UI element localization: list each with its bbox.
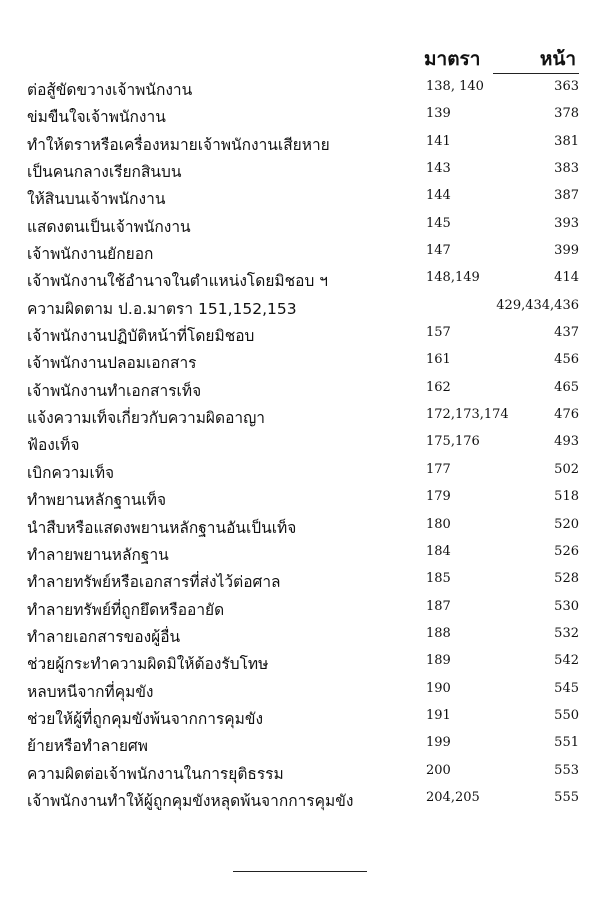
- row-section: 147: [426, 243, 451, 259]
- row-topic: ฟ้องเท็จ: [27, 436, 80, 455]
- row-page: 555: [554, 789, 579, 805]
- row-section: 157: [426, 325, 451, 341]
- row-topic: เจ้าพนักงานใช้อำนาจในตำแหน่งโดยมิชอบ ฯ: [27, 272, 328, 291]
- row-section: 162: [426, 379, 451, 395]
- index-row: [0, 266, 600, 293]
- row-topic: ทำลายพยานหลักฐาน: [27, 545, 169, 564]
- row-page: 545: [554, 680, 579, 696]
- row-section: 189: [426, 653, 451, 669]
- row-section: 184: [426, 543, 451, 559]
- index-row: [0, 130, 600, 157]
- row-page: 381: [554, 133, 579, 149]
- row-page: 542: [554, 653, 579, 669]
- row-section: 185: [426, 571, 451, 587]
- index-row: [0, 430, 600, 457]
- row-section: 177: [426, 461, 451, 477]
- index-list: [0, 75, 600, 813]
- row-topic: เป็นคนกลางเรียกสินบน: [27, 163, 182, 182]
- row-topic: เจ้าพนักงานทำให้ผู้ถูกคุมขังหลุดพ้นจากการคุมขัง: [27, 791, 354, 810]
- table-header: [0, 42, 600, 76]
- row-section: 138, 140: [426, 79, 484, 94]
- row-topic: ทำให้ตราหรือเครื่องหมายเจ้าพนักงานเสียหาย: [27, 135, 330, 154]
- row-page: 378: [554, 106, 579, 122]
- row-topic: ทำลายทรัพย์หรือเอกสารที่ส่งไว้ต่อศาล: [27, 573, 281, 592]
- row-topic: ต่อสู้ขัดขวางเจ้าพนักงาน: [27, 81, 193, 99]
- row-page: 526: [554, 543, 579, 559]
- row-topic: นำสืบหรือแสดงพยานหลักฐานอันเป็นเท็จ: [27, 518, 297, 537]
- row-page: 387: [554, 188, 579, 204]
- row-topic: ความผิดตาม ป.อ.มาตรา 151,152,153: [27, 299, 297, 318]
- row-page: 363: [554, 79, 579, 94]
- row-topic: แจ้งความเท็จเกี่ยวกับความผิดอาญา: [27, 409, 265, 428]
- row-page: 429,434,436: [496, 297, 579, 313]
- row-section: 204,205: [426, 789, 480, 805]
- index-row: [0, 704, 600, 731]
- row-topic: ช่วยให้ผู้ที่ถูกคุมขังพ้นจากการคุมขัง: [27, 709, 264, 728]
- row-topic: ทำพยานหลักฐานเท็จ: [27, 491, 167, 510]
- index-row: [0, 513, 600, 540]
- row-page: 383: [554, 161, 579, 177]
- row-section: 148,149: [426, 270, 480, 286]
- row-page: 550: [554, 707, 579, 723]
- row-page: 502: [554, 461, 579, 477]
- bottom-rule: [233, 871, 367, 872]
- index-row: [0, 321, 600, 348]
- row-topic: ช่วยผู้กระทำความผิดมิให้ต้องรับโทษ: [27, 655, 269, 674]
- row-topic: เจ้าพนักงานปลอมเอกสาร: [27, 354, 197, 373]
- index-row: [0, 157, 600, 184]
- header-rule: [493, 73, 579, 74]
- row-page: 393: [554, 215, 579, 231]
- index-row: [0, 75, 600, 102]
- row-topic: ให้สินบนเจ้าพนักงาน: [27, 190, 166, 209]
- row-section: 190: [426, 680, 451, 696]
- index-row: [0, 759, 600, 786]
- row-topic: เจ้าพนักงานยักยอก: [27, 245, 154, 264]
- row-page: 553: [554, 762, 579, 778]
- index-row: [0, 595, 600, 622]
- row-section: 175,176: [426, 434, 480, 450]
- row-section: 141: [426, 133, 451, 149]
- index-row: [0, 239, 600, 266]
- row-topic: ความผิดต่อเจ้าพนักงานในการยุติธรรม: [27, 764, 284, 783]
- index-row: [0, 786, 600, 813]
- index-row: [0, 677, 600, 704]
- row-page: 456: [554, 352, 579, 368]
- row-section: 187: [426, 598, 451, 614]
- page-column-header: หน้า: [539, 48, 576, 70]
- row-page: 528: [554, 571, 579, 587]
- row-section: 144: [426, 188, 451, 204]
- row-topic: ทำลายทรัพย์ที่ถูกยึดหรืออายัด: [27, 600, 225, 619]
- row-section: 179: [426, 489, 451, 505]
- row-section: 143: [426, 161, 451, 177]
- row-page: 493: [554, 434, 579, 450]
- row-topic: แสดงตนเป็นเจ้าพนักงาน: [27, 217, 191, 236]
- row-section: 199: [426, 735, 451, 751]
- index-row: [0, 102, 600, 129]
- row-page: 520: [554, 516, 579, 532]
- index-row: [0, 622, 600, 649]
- index-row: [0, 348, 600, 375]
- row-section: 180: [426, 516, 451, 532]
- index-row: [0, 649, 600, 676]
- row-page: 518: [554, 489, 579, 505]
- row-topic: เจ้าพนักงานปฏิบัติหน้าที่โดยมิชอบ: [27, 327, 255, 346]
- index-row: [0, 212, 600, 239]
- row-section: 188: [426, 625, 451, 641]
- index-row: [0, 458, 600, 485]
- row-section: 161: [426, 352, 451, 368]
- row-page: 399: [554, 243, 579, 259]
- row-section: 172,173,174: [426, 407, 509, 423]
- row-page: 530: [554, 598, 579, 614]
- index-row: [0, 294, 600, 321]
- row-topic: เจ้าพนักงานทำเอกสารเท็จ: [27, 381, 202, 400]
- row-page: 551: [554, 735, 579, 751]
- index-row: [0, 376, 600, 403]
- row-topic: หลบหนีจากที่คุมขัง: [27, 682, 154, 701]
- row-page: 476: [554, 407, 579, 423]
- index-row: [0, 184, 600, 211]
- row-section: 191: [426, 707, 451, 723]
- row-topic: ข่มขืนใจเจ้าพนักงาน: [27, 108, 166, 127]
- index-row: [0, 485, 600, 512]
- index-row: [0, 540, 600, 567]
- section-column-header: มาตรา: [424, 48, 481, 70]
- row-topic: ย้ายหรือทำลายศพ: [27, 737, 148, 756]
- row-section: 200: [426, 762, 451, 778]
- index-row: [0, 731, 600, 758]
- row-section: 139: [426, 106, 451, 122]
- index-row: [0, 567, 600, 594]
- row-section: 145: [426, 215, 451, 231]
- row-page: 414: [554, 270, 579, 286]
- row-page: 437: [554, 325, 579, 341]
- row-page: 465: [554, 379, 579, 395]
- index-row: [0, 403, 600, 430]
- row-topic: เบิกความเท็จ: [27, 463, 115, 482]
- row-page: 532: [554, 625, 579, 641]
- row-topic: ทำลายเอกสารของผู้อื่น: [27, 627, 181, 646]
